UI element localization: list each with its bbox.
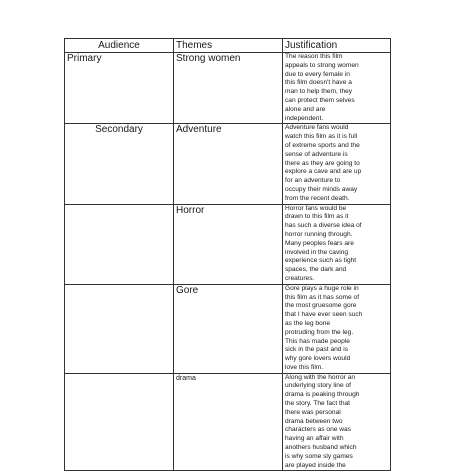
theme-cell: Horror	[174, 204, 283, 284]
table-row	[65, 124, 391, 204]
justification-cell	[283, 373, 391, 471]
table-row	[65, 284, 391, 373]
justification-cell	[283, 284, 391, 373]
header-themes: Themes	[174, 39, 283, 53]
audience-cell	[65, 204, 174, 284]
theme-cell: Strong women	[174, 53, 283, 124]
audience-cell: Primary	[65, 53, 174, 124]
justification-cell	[283, 124, 391, 204]
justification-cell	[283, 204, 391, 284]
audience-themes-table	[64, 38, 391, 471]
header-audience: Audience	[65, 39, 174, 53]
table-header-row	[65, 39, 391, 53]
justification-cell	[283, 53, 391, 124]
theme-cell: drama	[174, 373, 283, 471]
theme-cell: Adventure	[174, 124, 283, 204]
table-row	[65, 204, 391, 284]
justification-text: Gore plays a huge role in this film as it has some of the most gruesome gore that I have ever seen such as the leg bone protruding from the leg. This has made people sick in the past and is why gore lovers would love this film.	[285, 284, 363, 371]
header-justification: Justification	[283, 39, 391, 53]
audience-cell: Secondary	[65, 124, 174, 204]
theme-cell: Gore	[174, 284, 283, 373]
justification-text: Adventure fans would watch this film as it is full of extreme sports and the sense of adventure is there as they are going to explore a cave and are up for an adventure to occupy their minds away from the recent death.	[285, 124, 362, 202]
justification-text: Horror fans would be drawn to this film as it has such a diverse idea of horror running through. Many peoples fears are involved in the caving experience such as tight spaces, the dark and creatures.	[285, 204, 362, 282]
audience-cell	[65, 373, 174, 471]
justification-text: Along with the horror an underlying story line of drama is peaking through the story. The fact that there was personal drama between two characters as one was having an affair with anothers husband which is why some sly games are played inside the	[285, 373, 360, 469]
table-row	[65, 53, 391, 124]
justification-text: The reason this film appeals to strong women due to every female in this film doesn't have a man to help them, they can protect them selves alone and are independent.	[285, 53, 359, 122]
table-row	[65, 373, 391, 471]
audience-cell	[65, 284, 174, 373]
